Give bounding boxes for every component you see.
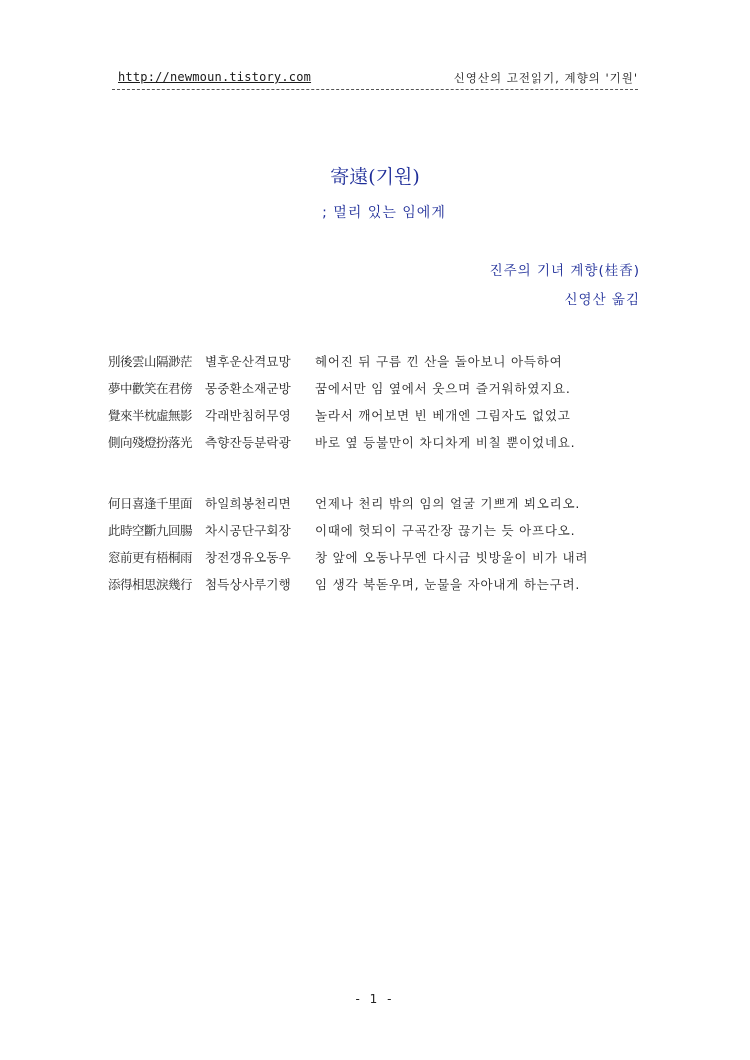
poem-subtitle: ; 멀리 있는 임에게 [322,205,446,221]
line-reading: 하일희봉천리면 [205,496,291,511]
line-reading: 각래반침허무영 [205,408,291,423]
line-reading: 창전갱유오동우 [205,550,291,565]
line-translation: 놀라서 깨어보면 빈 베개엔 그림자도 없었고 [315,408,571,423]
line-hanja: 添得相思淚幾行 [108,577,193,592]
line-hanja: 側向殘燈扮落光 [108,435,193,450]
line-translation: 꿈에서만 임 옆에서 웃으며 즐거워하였지요. [315,381,571,396]
header-url-link[interactable]: http://newmoun.tistory.com [118,70,312,84]
page-header [112,68,638,88]
line-translation: 이때에 헛되이 구곡간장 끊기는 듯 아프다오. [315,523,576,538]
line-translation: 헤어진 뒤 구름 낀 산을 돌아보니 아득하여 [315,354,563,369]
line-reading: 측향잔등분락광 [205,435,291,450]
poem-line [108,548,648,575]
line-hanja: 覺來半枕虛無影 [108,408,193,423]
line-hanja: 夢中歡笑在君傍 [108,381,193,396]
line-translation: 언제나 천리 밖의 임의 얼굴 기쁘게 뵈오리오. [315,496,581,511]
poem-line [108,575,648,602]
line-hanja: 何日喜逢千里面 [108,496,193,511]
poem-line [108,433,648,460]
line-reading: 차시공단구회장 [205,523,291,538]
poem-line [108,406,648,433]
stanza [108,352,648,460]
header-divider [112,89,638,90]
page-number: - 1 - [355,992,395,1006]
line-reading: 첨득상사루기행 [205,577,291,592]
poem-line [108,352,648,379]
poem-translator: 신영산 옮김 [564,292,640,308]
poem-line [108,494,648,521]
line-reading: 몽중환소재군방 [205,381,291,396]
line-translation: 바로 옆 등불만이 차디차게 비칠 뿐이었네요. [315,435,576,450]
line-hanja: 窓前更有梧桐雨 [108,550,193,565]
line-translation: 창 앞에 오동나무엔 다시금 빗방울이 비가 내려 [315,550,589,565]
poem-line [108,521,648,548]
poem-body [108,352,648,636]
header-title: 신영산의 고전읽기, 계향의 '기원' [453,71,638,85]
stanza [108,494,648,602]
line-hanja: 此時空斷九回腸 [108,523,193,538]
line-translation: 임 생각 북돋우며, 눈물을 자아내게 하는구려. [315,577,581,592]
line-reading: 별후운산격묘망 [205,354,291,369]
line-hanja: 別後雲山隔渺茫 [108,354,193,369]
poem-line [108,379,648,406]
poem-title: 寄遠(기원) [330,166,420,188]
poem-author: 진주의 기녀 계향(桂香) [489,263,640,279]
